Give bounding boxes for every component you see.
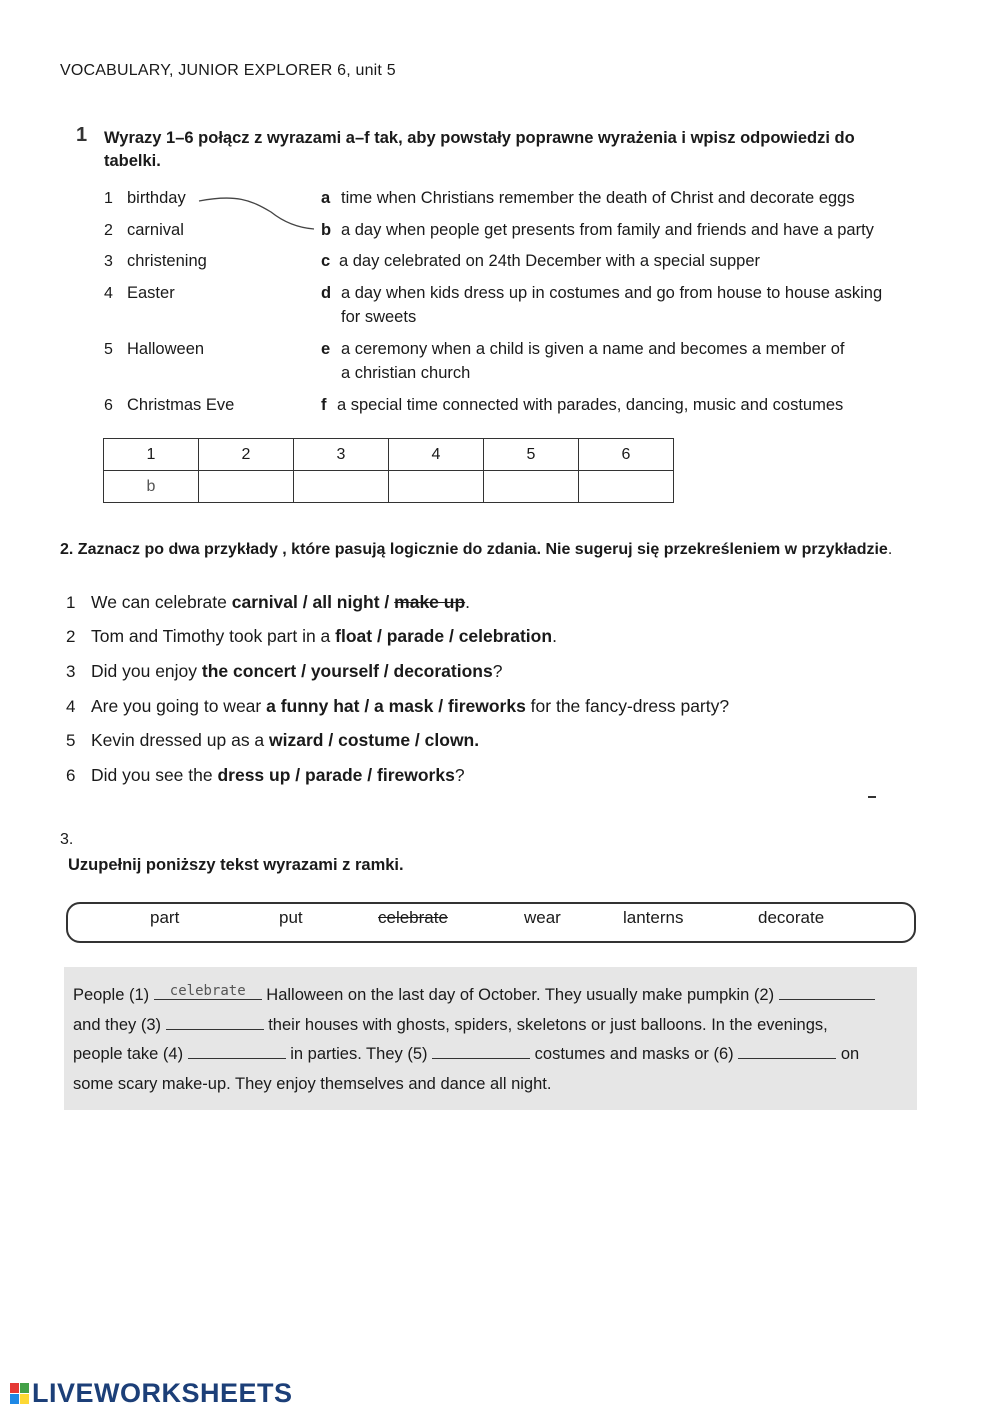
- answer-cell[interactable]: [294, 471, 389, 503]
- blank-2[interactable]: [779, 983, 875, 1000]
- box-word: wear: [524, 908, 561, 927]
- blank-4[interactable]: [188, 1042, 286, 1059]
- sentence-number: 5: [66, 731, 76, 750]
- option[interactable]: dress up: [217, 765, 291, 785]
- item-number: 4: [104, 285, 113, 302]
- option[interactable]: all night: [312, 592, 380, 612]
- matching-line: [196, 192, 320, 236]
- sentence: Did you enjoy the concert / yourself / decorations?: [91, 661, 503, 681]
- blank-5[interactable]: [432, 1042, 530, 1059]
- sentence: Tom and Timothy took part in a float / parade / celebration.: [91, 626, 557, 646]
- liveworksheets-logo[interactable]: LIVEWORKSHEETS: [10, 1378, 293, 1409]
- gap-fill-paragraph: People (1) celebrate Halloween on the last day of October. They usually make pumpkin (2) and they (3) their houses with ghosts, spiders, skeletons or just balloons. In the evenings, people take (4) in parties. They (5) costumes and masks or (6) on some scary make-up. They enjoy themselves and dance all night.: [73, 981, 913, 1099]
- sentence: Did you see the dress up / parade / fireworks?: [91, 765, 465, 785]
- box-word: put: [279, 908, 303, 927]
- def-letter: f: [321, 396, 327, 414]
- option[interactable]: a mask: [374, 696, 434, 716]
- answer-cell[interactable]: [389, 471, 484, 503]
- box-word: lanterns: [623, 908, 684, 927]
- item-number: 6: [104, 397, 113, 414]
- definition: a day when kids dress up in costumes and go from house to house asking for sweets: [341, 284, 883, 326]
- table-header: 3: [294, 439, 389, 471]
- option[interactable]: fireworks: [377, 765, 455, 785]
- option[interactable]: wizard: [269, 730, 324, 750]
- definition: a ceremony when a child is given a name and becomes a member of a christian church: [341, 340, 845, 382]
- answer-cell[interactable]: b: [104, 471, 199, 503]
- sentence-number: 3: [66, 662, 76, 681]
- exercise-2-instruction: 2. Zaznacz po dwa przykłady , które pasują logicznie do zdania. Nie sugeruj się przekreśleniem w przykładzie.: [60, 541, 893, 558]
- blank-3[interactable]: [166, 1013, 264, 1030]
- blank-1[interactable]: celebrate: [154, 983, 262, 1000]
- item-word: Christmas Eve: [127, 396, 235, 414]
- exercise-1-number: 1: [76, 124, 88, 146]
- sentence-number: 1: [66, 593, 76, 612]
- def-letter: d: [321, 284, 332, 302]
- def-letter: b: [321, 221, 332, 239]
- item-word: Easter: [127, 284, 175, 302]
- definition: a day celebrated on 24th December with a special supper: [339, 252, 760, 270]
- table-header: 5: [484, 439, 579, 471]
- answer-cell[interactable]: [199, 471, 294, 503]
- option[interactable]: yourself: [310, 661, 379, 681]
- definition: time when Christians remember the death of Christ and decorate eggs: [341, 189, 855, 207]
- stray-dash: [868, 796, 876, 798]
- box-word: decorate: [758, 908, 825, 927]
- table-header: 6: [579, 439, 674, 471]
- item-word: Halloween: [127, 340, 205, 358]
- item-word: birthday: [127, 189, 186, 207]
- table-header: 1: [104, 439, 199, 471]
- item-number: 3: [104, 253, 113, 270]
- option[interactable]: decorations: [393, 661, 493, 681]
- option[interactable]: parade: [305, 765, 363, 785]
- sentence-number: 4: [66, 697, 76, 716]
- document-header: VOCABULARY, JUNIOR EXPLORER 6, unit 5: [60, 62, 396, 79]
- item-number: 2: [104, 222, 113, 239]
- item-number: 5: [104, 341, 113, 358]
- table-header: 2: [199, 439, 294, 471]
- exercise-3-instruction: Uzupełnij poniższy tekst wyrazami z ramki.: [68, 856, 404, 874]
- option[interactable]: a funny hat: [266, 696, 360, 716]
- item-word: christening: [127, 252, 207, 270]
- answer-cell[interactable]: [484, 471, 579, 503]
- option[interactable]: clown.: [424, 730, 480, 750]
- answer-table: [103, 438, 674, 503]
- blank-6[interactable]: [738, 1042, 836, 1059]
- item-number: 1: [104, 190, 113, 207]
- sentence: Kevin dressed up as a wizard / costume / clown.: [91, 730, 480, 750]
- def-letter: a: [321, 189, 331, 207]
- sentence: We can celebrate carnival / all night / make up.: [91, 592, 471, 612]
- box-word-crossed: celebrate: [378, 908, 448, 927]
- sentence: Are you going to wear a funny hat / a mask / fireworks for the fancy-dress party?: [91, 696, 730, 716]
- def-letter: c: [321, 252, 331, 270]
- option[interactable]: celebration: [458, 626, 553, 646]
- answer-cell[interactable]: [579, 471, 674, 503]
- item-word: carnival: [127, 221, 184, 239]
- def-letter: e: [321, 340, 331, 358]
- option[interactable]: carnival: [231, 592, 298, 612]
- sentence-number: 2: [66, 627, 76, 646]
- sentence-number: 6: [66, 766, 76, 785]
- option[interactable]: the concert: [201, 661, 297, 681]
- definition: a day when people get presents from family and friends and have a party: [341, 221, 874, 239]
- option[interactable]: fireworks: [448, 696, 526, 716]
- exercise-1-instruction: Wyrazy 1–6 połącz z wyrazami a–f tak, aby powstały poprawne wyrażenia i wpisz odpowiedzi do tabelki.: [104, 129, 855, 170]
- option[interactable]: float: [335, 626, 373, 646]
- option[interactable]: parade: [386, 626, 445, 646]
- option-crossed[interactable]: make up: [394, 592, 466, 612]
- box-word: part: [150, 908, 180, 927]
- option[interactable]: costume: [338, 730, 411, 750]
- definition: a special time connected with parades, dancing, music and costumes: [337, 396, 844, 414]
- table-header: 4: [389, 439, 484, 471]
- worksheet-icon: [10, 1383, 30, 1405]
- exercise-3-number: 3.: [60, 831, 74, 848]
